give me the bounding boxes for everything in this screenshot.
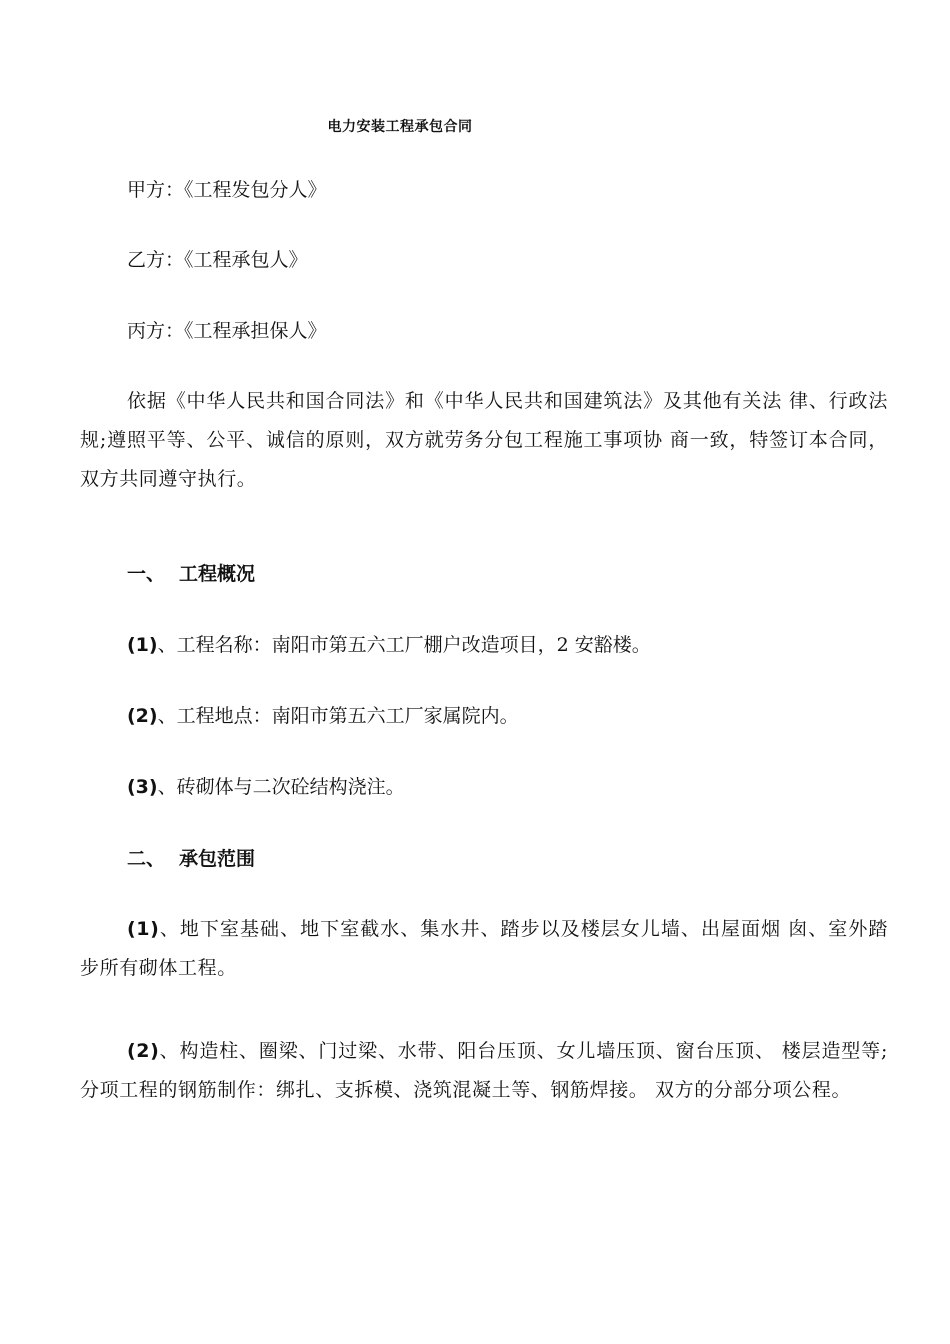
item-number: (2) — [127, 705, 158, 727]
item-text: 、工程地点：南阳市第五六工厂家属院内。 — [157, 705, 519, 727]
intro-paragraph: 依据《中华人民共和国合同法》和《中华人民共和国建筑法》及其他有关法 律、行政法规;遵照平等、公平、诚信的原则，双方就劳务分包工程施工事项协 商一致，特签订本合同，双方共同遵守执行。 — [80, 390, 888, 490]
item-text: 、构造柱、圈梁、门过梁、水带、阳台压顶、女儿墙压顶、窗台压顶、 楼层造型等;分项工程的钢筋制作：绑扎、支拆模、浇筑混凝土等、钢筋焊接。 双方的分部分项公程。 — [80, 1040, 888, 1101]
list-item — [80, 910, 888, 988]
item-number: (2) — [127, 1040, 160, 1062]
section-heading-scope — [127, 845, 255, 873]
section-title: 工程概况 — [179, 563, 256, 585]
item-number: (1) — [127, 634, 158, 656]
list-item — [127, 773, 405, 801]
section-number: 一、 — [127, 563, 166, 585]
party-c-line: 丙方：《工程承担保人》 — [127, 320, 327, 342]
item-text: 、工程名称：南阳市第五六工厂棚户改造项目，2 安豁楼。 — [157, 634, 651, 656]
item-text: 、地下室基础、地下室截水、集水井、踏步以及楼层女儿墙、出屋面烟 囱、室外踏步所有砌体工程。 — [80, 918, 888, 979]
party-b-line: 乙方：《工程承包人》 — [127, 249, 308, 271]
document-title: 电力安装工程承包合同 — [327, 119, 473, 135]
list-item — [127, 702, 519, 730]
list-item — [80, 1032, 888, 1110]
party-a-line: 甲方：《工程发包分人》 — [127, 179, 327, 201]
section-number: 二、 — [127, 848, 166, 870]
list-item — [127, 631, 651, 659]
item-number: (1) — [127, 918, 160, 940]
item-text: 、砖砌体与二次砼结构浇注。 — [157, 776, 405, 798]
item-number: (3) — [127, 776, 158, 798]
section-heading-overview — [127, 560, 255, 588]
section-title: 承包范围 — [179, 848, 256, 870]
